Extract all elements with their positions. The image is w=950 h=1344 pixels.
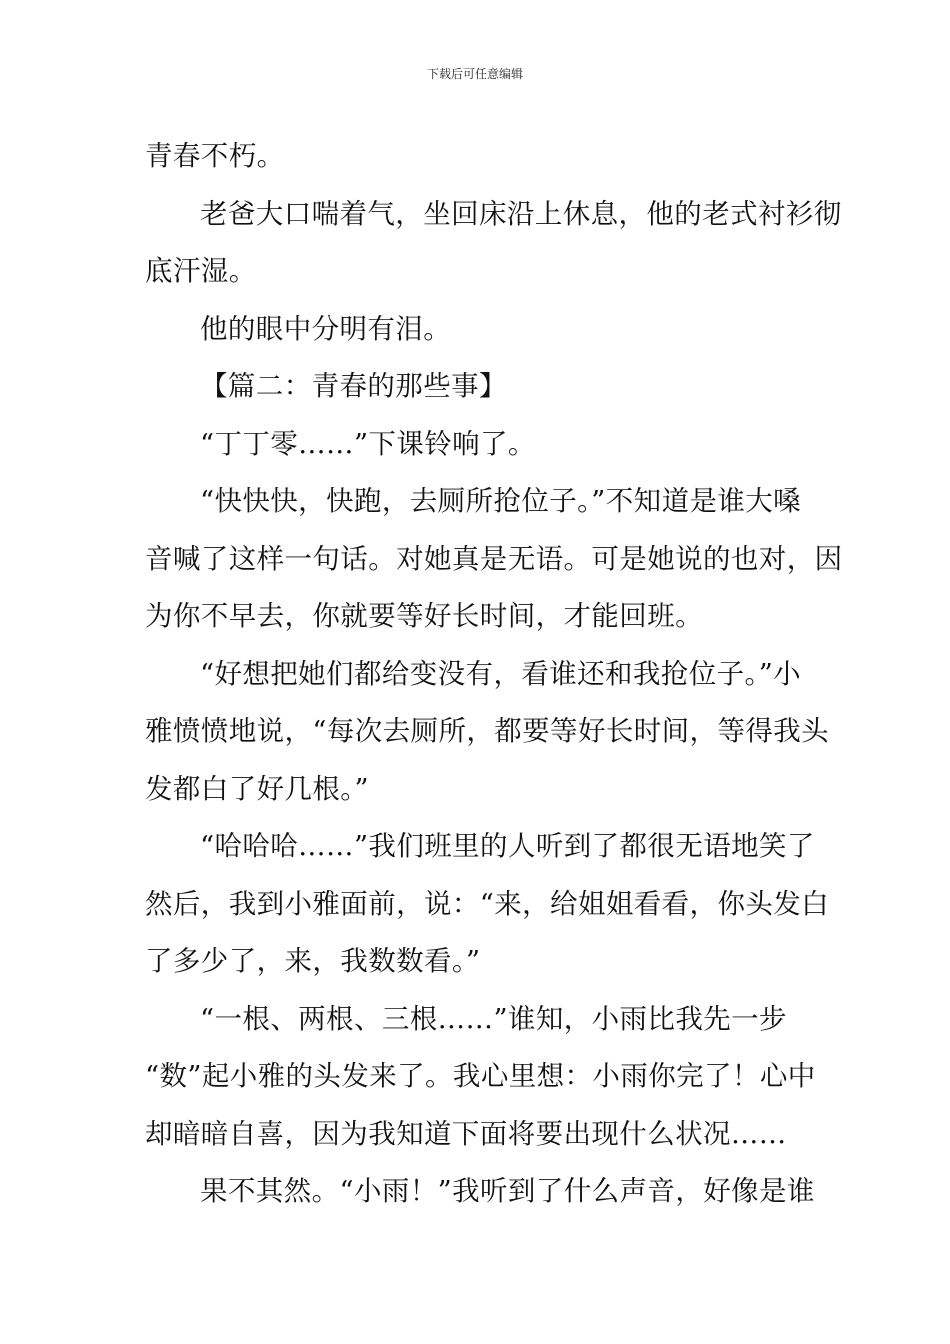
text-line: “一根、两根、三根……”谁知，小雨比我先一步: [200, 1002, 787, 1035]
text-line: 发都白了好几根。”: [145, 772, 369, 805]
text-line: 果不其然。“小雨！”我听到了什么声音，好像是谁: [200, 1175, 815, 1207]
paragraph: [145, 818, 830, 991]
text-line: 为你不早去，你就要等好长时间，才能回班。: [145, 600, 703, 632]
paragraph: [145, 646, 830, 819]
paragraph: [145, 991, 816, 1164]
text-line: 老爸大口喘着气，坐回床沿上休息，他的老式衬衫彻: [200, 197, 842, 230]
text-line: 底汗湿。: [145, 255, 257, 287]
paragraph: [145, 473, 843, 646]
text-line: “好想把她们都给变没有，看谁还和我抢位子。”小: [200, 657, 802, 690]
text-line: “哈哈哈……”我们班里的人听到了都很无语地笑了: [200, 830, 815, 862]
text-line: 然后，我到小雅面前，说：“来，给姐姐看看，你头发白: [145, 887, 830, 920]
paragraph: [145, 1163, 815, 1221]
text-line: 【篇二：青春的那些事】: [200, 370, 507, 402]
paragraph: [145, 416, 807, 474]
text-line: 他的眼中分明有泪。: [200, 312, 452, 345]
page-header: 下载后可任意编辑: [426, 67, 523, 81]
text-line: 却暗暗自喜，因为我知道下面将要出现什么状况……: [145, 1117, 787, 1150]
text-line: 音喊了这样一句话。对她真是无语。可是她说的也对，因: [145, 542, 843, 575]
text-line: “数”起小雅的头发来了。我心里想：小雨你完了！心中: [145, 1060, 816, 1092]
text-line: 了多少了，来，我数数看。”: [145, 945, 481, 977]
paragraph: [145, 301, 807, 359]
text-line: 雅愤愤地说，“每次去厕所，都要等好长时间，等得我头: [145, 715, 830, 747]
text-line: “快快快，快跑，去厕所抢位子。”不知道是谁大嗓: [200, 485, 802, 517]
text-line: “丁丁零……”下课铃响了。: [200, 427, 536, 460]
text-line: 青春不朽。: [145, 140, 285, 172]
paragraph: [145, 128, 807, 186]
document-body: [145, 128, 843, 1221]
section-heading: [145, 358, 807, 416]
paragraph: [145, 186, 842, 301]
